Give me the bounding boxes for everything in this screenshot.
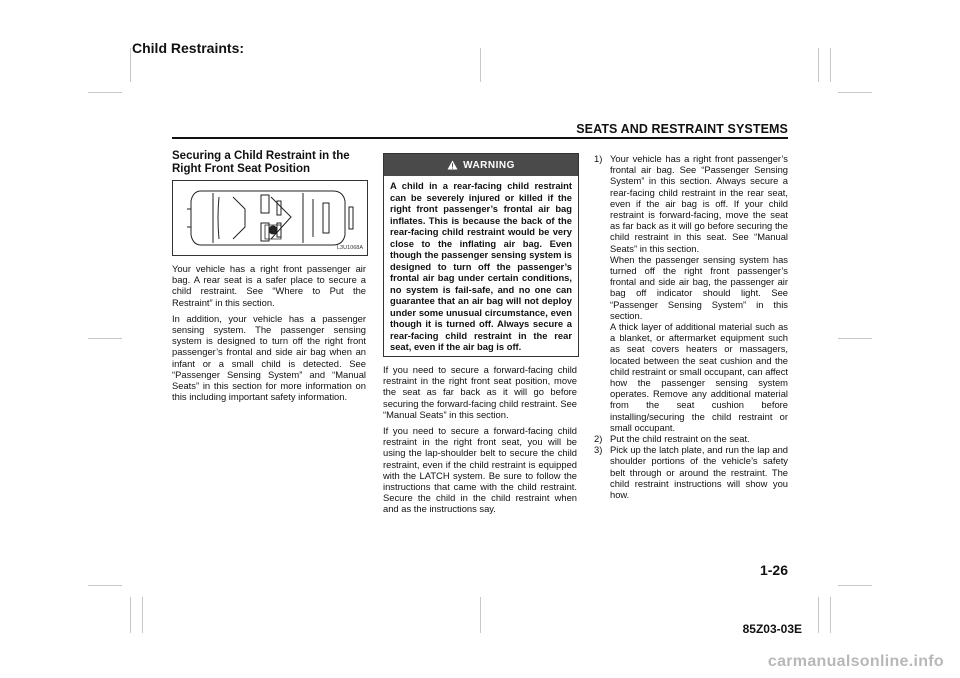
warning-label: WARNING bbox=[463, 159, 515, 171]
warning-text: A child in a rear-facing child restraint can be severely injured or killed if the right front passenger’s frontal air bag inflates. This is because the back of the rear-facing child restraint would be very close to the inflating air bag. Even though the passenger sensing system is designed to turn off the passenger’s frontal air bag under certain conditions, no system is fail-safe, and no one can guarantee that an air bag will not deploy under some unusual circumstance, even though it is turned off. Always secure a rear-facing child restraint in the rear seat, even if the air bag is off. bbox=[390, 180, 572, 352]
right-steps-list bbox=[594, 153, 788, 500]
crop-mark bbox=[818, 48, 819, 82]
section-heading: Securing a Child Restraint in the Right Front Seat Position bbox=[172, 150, 350, 175]
paragraph: If you need to secure a forward-facing child restraint in the right front seat position, move the seat as far back as it will go before securing the forward-facing child restraint. See “Manual Seats” in this section. bbox=[383, 364, 577, 420]
car-top-view-illustration bbox=[173, 181, 367, 255]
step-body bbox=[610, 433, 788, 444]
paragraph: If you need to secure a forward-facing child restraint in the right front seat, you will be using the lap-shoulder belt to secure the child restraint, even if the child restraint is equipped with the LATCH system. Be sure to follow the instructions that came with the child restraint. Secure the child in the child restraint when and as the instructions say. bbox=[383, 425, 577, 515]
paragraph: Put the child restraint on the seat. bbox=[610, 433, 750, 445]
warning-box bbox=[383, 153, 579, 357]
left-body-text bbox=[172, 263, 366, 407]
list-item bbox=[594, 153, 788, 433]
list-item bbox=[594, 444, 788, 500]
warning-triangle-icon bbox=[447, 160, 458, 170]
watermark: carmanualsonline.info bbox=[767, 653, 944, 670]
header-rule bbox=[172, 137, 788, 139]
crop-mark bbox=[88, 92, 122, 93]
step-number: 3) bbox=[594, 444, 603, 456]
step-body bbox=[610, 153, 788, 433]
crop-mark bbox=[130, 597, 131, 633]
crop-mark bbox=[838, 338, 872, 339]
crop-mark bbox=[818, 597, 819, 633]
paragraph: Your vehicle has a right front passenger air bag. A rear seat is a safer place to secure a child restraint. See “Where to Put the Restraint” in this section. bbox=[172, 263, 366, 308]
paragraph: When the passenger sensing system has turned off the right front passenger’s frontal and side air bag, the passenger air bag off indicator should light. See “Passenger Sensing System” in this section. bbox=[610, 253, 788, 321]
middle-body-text bbox=[383, 364, 577, 520]
crop-mark bbox=[830, 48, 831, 82]
step-number: 2) bbox=[594, 433, 603, 445]
crop-mark bbox=[830, 597, 831, 633]
section-title: SEATS AND RESTRAINT SYSTEMS bbox=[576, 122, 788, 136]
paragraph: In addition, your vehicle has a passenger sensing system. The passenger sensing system is designed to turn off the right front passenger’s frontal and side air bag when an infant or a small child is detected. See “Passenger Sensing System” and “Manual Seats” in this section for more information on this including important safety information. bbox=[172, 312, 366, 403]
warning-header bbox=[384, 154, 578, 176]
list-item bbox=[594, 433, 788, 444]
crop-mark bbox=[838, 585, 872, 586]
paragraph: Pick up the latch plate, and run the lap and shoulder portions of the vehicle’s safety belt through or around the restraint. The child restraint instructions will show you how. bbox=[610, 444, 788, 501]
chapter-title: Child Restraints: bbox=[132, 40, 245, 56]
step-number: 1) bbox=[594, 153, 603, 164]
crop-mark bbox=[130, 48, 131, 82]
crop-mark bbox=[480, 48, 481, 82]
figure-code: L3U1068A bbox=[337, 245, 363, 251]
page-number: 1-26 bbox=[759, 562, 788, 578]
crop-mark bbox=[88, 585, 122, 586]
crop-mark bbox=[480, 597, 481, 633]
paragraph: A thick layer of additional material such as a blanket, or aftermarket equipment such as seat covers heaters or massagers, located between the seat cushion and the child restraint or small occupant, can affect how the passenger sensing system operates. Remove any additional material from the seat cushion before installing/securing the child restraint or small occupant. bbox=[610, 321, 788, 433]
crop-mark bbox=[142, 597, 143, 633]
document-code: 85Z03-03E bbox=[742, 622, 802, 636]
crop-mark bbox=[838, 92, 872, 93]
paragraph: Your vehicle has a right front passenger’s frontal air bag. See “Passenger Sensing System” in this section. Always secure a rear-facing child restraint in the rear seat, even if the air bag is off. If your child restraint is forward-facing, move the seat as far back as it will go before securing the child restraint in this seat. See “Manual Seats” in this section. bbox=[610, 153, 788, 254]
step-body bbox=[610, 444, 788, 500]
crop-mark bbox=[88, 338, 122, 339]
